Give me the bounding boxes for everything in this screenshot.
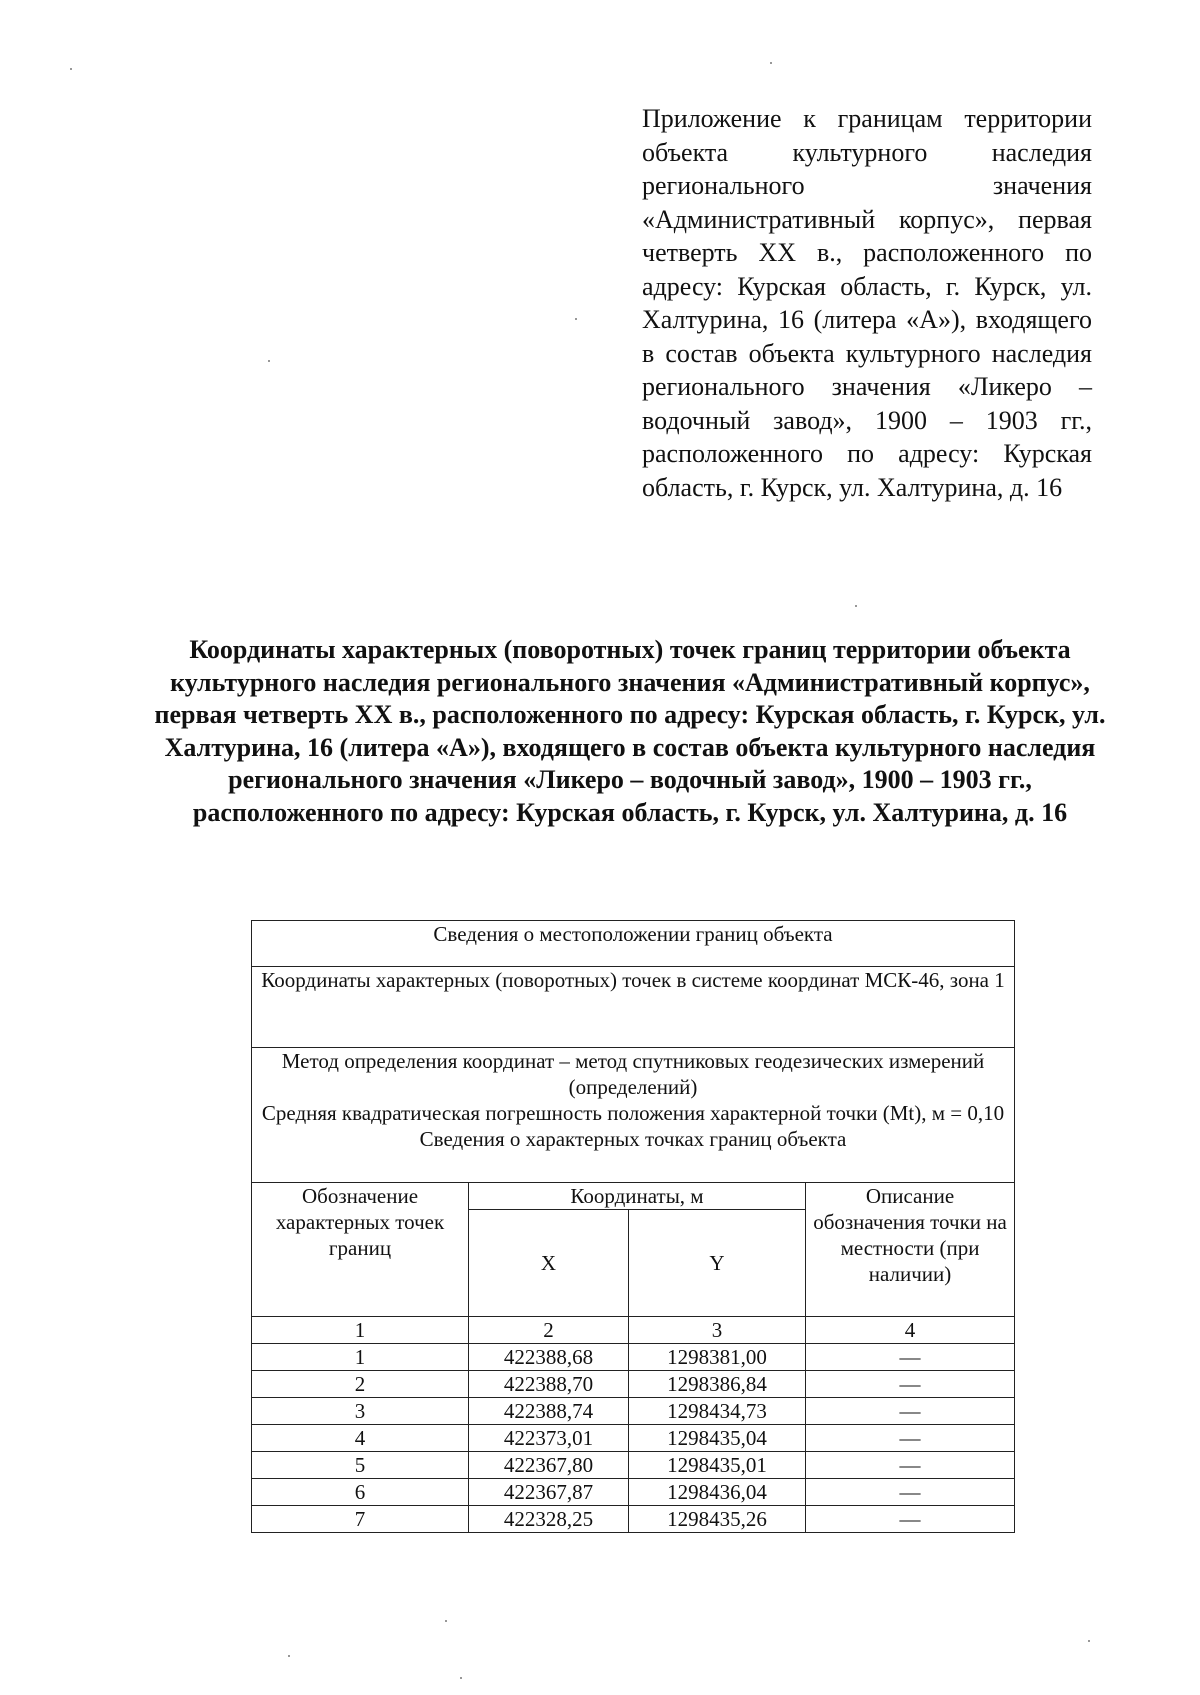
- scan-speck: [575, 318, 577, 320]
- y-coordinate: 1298436,04: [629, 1479, 806, 1506]
- point-description: —: [806, 1398, 1015, 1425]
- col-y-header: Y: [629, 1210, 806, 1317]
- scan-speck: [70, 68, 72, 70]
- y-coordinate: 1298386,84: [629, 1371, 806, 1398]
- column-number: 3: [629, 1317, 806, 1344]
- x-coordinate: 422328,25: [469, 1506, 629, 1533]
- x-coordinate: 422388,68: [469, 1344, 629, 1371]
- point-number: 3: [252, 1398, 469, 1425]
- col-designation-header: Обозначение характерных точек границ: [252, 1183, 469, 1317]
- x-coordinate: 422388,70: [469, 1371, 629, 1398]
- point-description: —: [806, 1344, 1015, 1371]
- point-description: —: [806, 1506, 1015, 1533]
- x-coordinate: 422388,74: [469, 1398, 629, 1425]
- point-description: —: [806, 1479, 1015, 1506]
- point-number: 7: [252, 1506, 469, 1533]
- table-row: [252, 1344, 1015, 1371]
- scan-speck: [1088, 1640, 1090, 1642]
- y-coordinate: 1298381,00: [629, 1344, 806, 1371]
- x-coordinate: 422373,01: [469, 1425, 629, 1452]
- point-description: —: [806, 1425, 1015, 1452]
- scan-speck: [268, 360, 270, 362]
- scan-speck: [855, 605, 857, 607]
- y-coordinate: 1298435,26: [629, 1506, 806, 1533]
- scan-speck: [288, 1655, 290, 1657]
- table-row: [252, 1425, 1015, 1452]
- accuracy-text: Средняя квадратическая погрешность положения характерной точки (Mt), м = 0,10: [261, 1101, 1005, 1125]
- points-header: Сведения о характерных точках границ объекта: [419, 1127, 847, 1151]
- coordinate-system: Координаты характерных (поворотных) точек в системе координат МСК-46, зона 1: [252, 967, 1015, 1048]
- col-coords-header: Координаты, м: [469, 1183, 806, 1210]
- col-x-header: X: [469, 1210, 629, 1317]
- x-coordinate: 422367,87: [469, 1479, 629, 1506]
- section-header: Сведения о местоположении границ объекта: [252, 921, 1015, 967]
- point-number: 2: [252, 1371, 469, 1398]
- point-description: —: [806, 1452, 1015, 1479]
- column-number-row: [252, 1317, 1015, 1344]
- method-block: [252, 1048, 1015, 1183]
- coordinates-table: [251, 920, 1015, 1533]
- col-description-header: Описание обозначения точки на местности (при наличии): [806, 1183, 1015, 1317]
- y-coordinate: 1298434,73: [629, 1398, 806, 1425]
- y-coordinate: 1298435,04: [629, 1425, 806, 1452]
- table-row: [252, 1479, 1015, 1506]
- table-row: [252, 1506, 1015, 1533]
- point-number: 1: [252, 1344, 469, 1371]
- method-text: Метод определения координат – метод спутниковых геодезических измерений (определений): [281, 1049, 985, 1099]
- scan-speck: [445, 1620, 447, 1622]
- table-row: [252, 1452, 1015, 1479]
- scan-speck: [460, 1677, 462, 1679]
- y-coordinate: 1298435,01: [629, 1452, 806, 1479]
- scan-speck: [770, 62, 772, 64]
- table-row: [252, 1398, 1015, 1425]
- column-number: 1: [252, 1317, 469, 1344]
- x-coordinate: 422367,80: [469, 1452, 629, 1479]
- point-description: —: [806, 1371, 1015, 1398]
- column-number: 4: [806, 1317, 1015, 1344]
- table-row: [252, 1371, 1015, 1398]
- point-number: 6: [252, 1479, 469, 1506]
- point-number: 4: [252, 1425, 469, 1452]
- appendix-note: Приложение к границам территории объекта культурного наследия регионального значения «Административный корпус», первая четверть XX в., расположенного по адресу: Курская область, г. Курск, ул. Халтурина, 16 (литера «А»), входящего в состав объекта культурного наследия регионального значения «Ликеро – водочный завод», 1900 – 1903 гг., расположенного по адресу: Курская область, г. Курск, ул. Халтурина, д. 16: [642, 104, 1092, 502]
- document-title: Координаты характерных (поворотных) точек границ территории объекта культурного наследия регионального значения «Административный корпус», первая четверть XX в., расположенного по адресу: Курская область, г. Курск, ул. Халтурина, 16 (литера «А»), входящего в состав объекта культурного наследия регионального значения «Ликеро – водочный завод», 1900 – 1903 гг., расположенного по адресу: Курская область, г. Курск, ул. Халтурина, д. 16: [154, 635, 1106, 827]
- point-number: 5: [252, 1452, 469, 1479]
- column-number: 2: [469, 1317, 629, 1344]
